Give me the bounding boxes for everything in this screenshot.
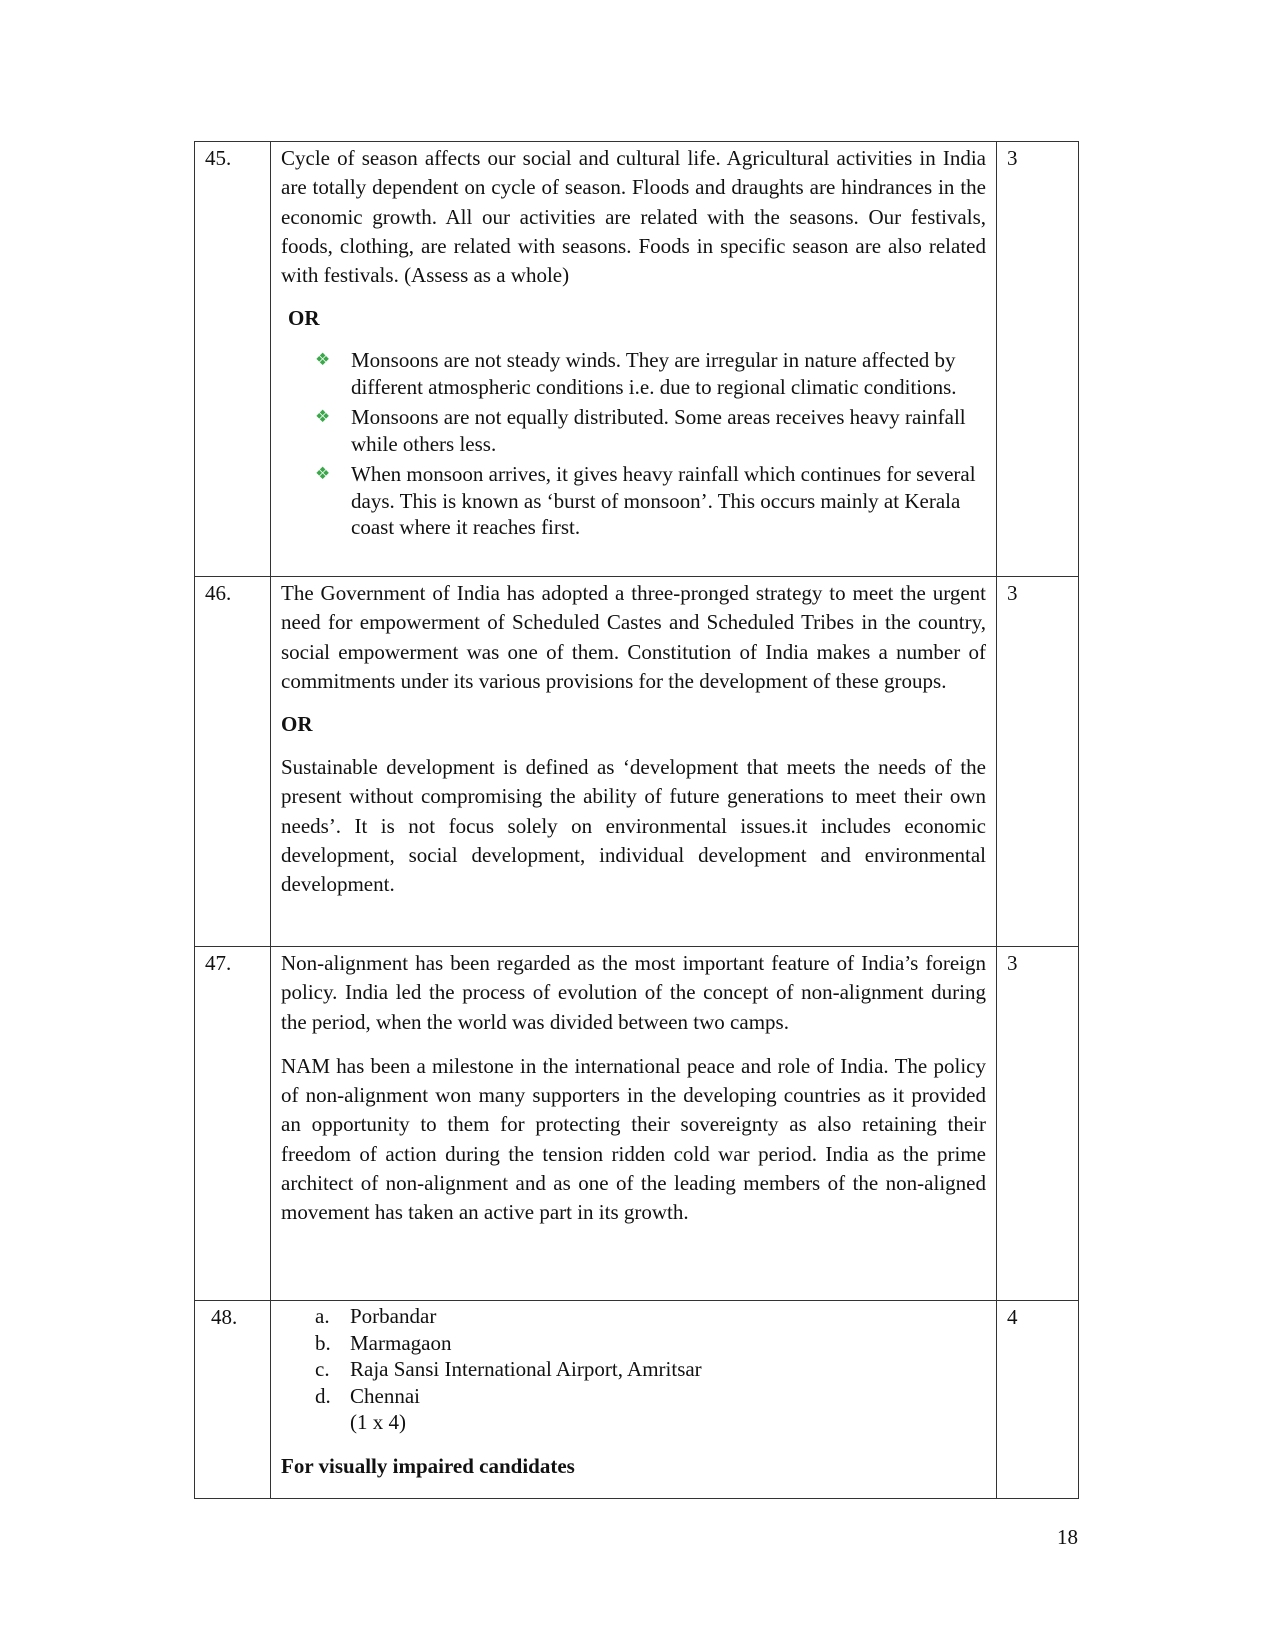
bullet-text: Monsoons are not steady winds. They are irregular in nature affected by different atmospheric conditions i.e. due to regional climatic conditions. bbox=[351, 348, 957, 399]
table-row bbox=[195, 577, 1079, 947]
answer-paragraph-alternate: Sustainable development is defined as ‘development that meets the needs of the present without compromising the ability of future generations to meet their own needs’. It is not focus solely on environmental issues.it includes economic development, social development, individual development and environmental development. bbox=[281, 755, 986, 897]
marks-value: 3 bbox=[1007, 951, 1018, 975]
question-number-cell bbox=[195, 947, 271, 1301]
item-letter: c. bbox=[315, 1357, 330, 1381]
table-row bbox=[195, 1301, 1079, 1499]
bullet-text: When monsoon arrives, it gives heavy rainfall which continues for several days. This is known as ‘burst of monsoon’. This occurs mainly at Kerala coast where it reaches first. bbox=[351, 462, 976, 540]
list-item bbox=[315, 1356, 986, 1383]
question-number: 47. bbox=[205, 951, 232, 975]
answer-paragraph: The Government of India has adopted a three-pronged strategy to meet the urgent need for empowerment of Scheduled Castes and Scheduled Tribes in the country, social empowerment was one of them. Constitution of India makes a number of commitments under its various provisions for the development of these groups. bbox=[281, 581, 986, 693]
or-label: OR bbox=[288, 306, 320, 331]
list-item bbox=[315, 1383, 986, 1410]
list-item bbox=[315, 1330, 986, 1357]
answer-key-table bbox=[194, 141, 1079, 1499]
answer-paragraph: Non-alignment has been regarded as the most important feature of India’s foreign policy. India led the process of evolution of the concept of non-alignment during the period, when the world was divided between two camps. bbox=[281, 951, 986, 1034]
list-item bbox=[315, 1303, 986, 1330]
question-number-cell bbox=[195, 142, 271, 577]
answer-cell bbox=[271, 142, 997, 577]
question-number: 45. bbox=[205, 146, 232, 170]
or-label: OR bbox=[281, 712, 313, 737]
answer-cell bbox=[271, 1301, 997, 1499]
list-item bbox=[315, 347, 986, 400]
marks-cell bbox=[997, 1301, 1079, 1499]
visually-impaired-heading: For visually impaired candidates bbox=[281, 1453, 575, 1478]
page-number: 18 bbox=[1057, 1525, 1078, 1549]
bullet-list bbox=[281, 347, 986, 541]
item-letter: b. bbox=[315, 1330, 331, 1355]
marks-cell bbox=[997, 577, 1079, 947]
item-text: Marmagaon bbox=[350, 1330, 452, 1355]
map-answer-list bbox=[281, 1303, 986, 1409]
answer-paragraph: Cycle of season affects our social and cultural life. Agricultural activities in India are totally dependent on cycle of season. Floods and draughts are hindrances in the economic growth. All our activities are related with the seasons. Our festivals, foods, clothing, are related with seasons. Foods in specific season are also related with festivals. (Assess as a whole) bbox=[281, 146, 986, 288]
table-row bbox=[195, 947, 1079, 1301]
answer-cell bbox=[271, 577, 997, 947]
question-number: 48. bbox=[211, 1305, 238, 1329]
answer-paragraph-second: NAM has been a milestone in the international peace and role of India. The policy of non-alignment won many supporters in the developing countries as it provided an opportunity to them for protecting their sovereignty as also retaining their freedom of action during the tension ridden cold war period. India as the prime architect of non-alignment and as one of the leading members of the non-aligned movement has taken an active part in its growth. bbox=[281, 1053, 986, 1225]
marks-cell bbox=[997, 947, 1079, 1301]
question-number-cell bbox=[195, 1301, 271, 1499]
list-item bbox=[315, 461, 986, 541]
answer-cell bbox=[271, 947, 997, 1301]
diamond-flower-icon: ❖ bbox=[315, 407, 331, 428]
bullet-text: Monsoons are not equally distributed. Some areas receives heavy rainfall while others less. bbox=[351, 405, 966, 456]
table-row bbox=[195, 142, 1079, 577]
item-text: Chennai bbox=[350, 1383, 420, 1408]
diamond-flower-icon: ❖ bbox=[315, 350, 331, 371]
item-text: Porbandar bbox=[350, 1304, 437, 1328]
diamond-flower-icon: ❖ bbox=[315, 464, 331, 485]
question-number: 46. bbox=[205, 581, 232, 605]
item-text: Raja Sansi International Airport, Amritsar bbox=[350, 1357, 702, 1381]
marks-value: 4 bbox=[1007, 1305, 1018, 1329]
list-item bbox=[315, 404, 986, 457]
marks-value: 3 bbox=[1007, 146, 1018, 170]
item-letter: a. bbox=[315, 1304, 330, 1328]
question-number-cell bbox=[195, 577, 271, 947]
marks-breakdown: (1 x 4) bbox=[350, 1410, 406, 1434]
marks-value: 3 bbox=[1007, 581, 1018, 605]
marks-cell bbox=[997, 142, 1079, 577]
item-letter: d. bbox=[315, 1383, 331, 1408]
